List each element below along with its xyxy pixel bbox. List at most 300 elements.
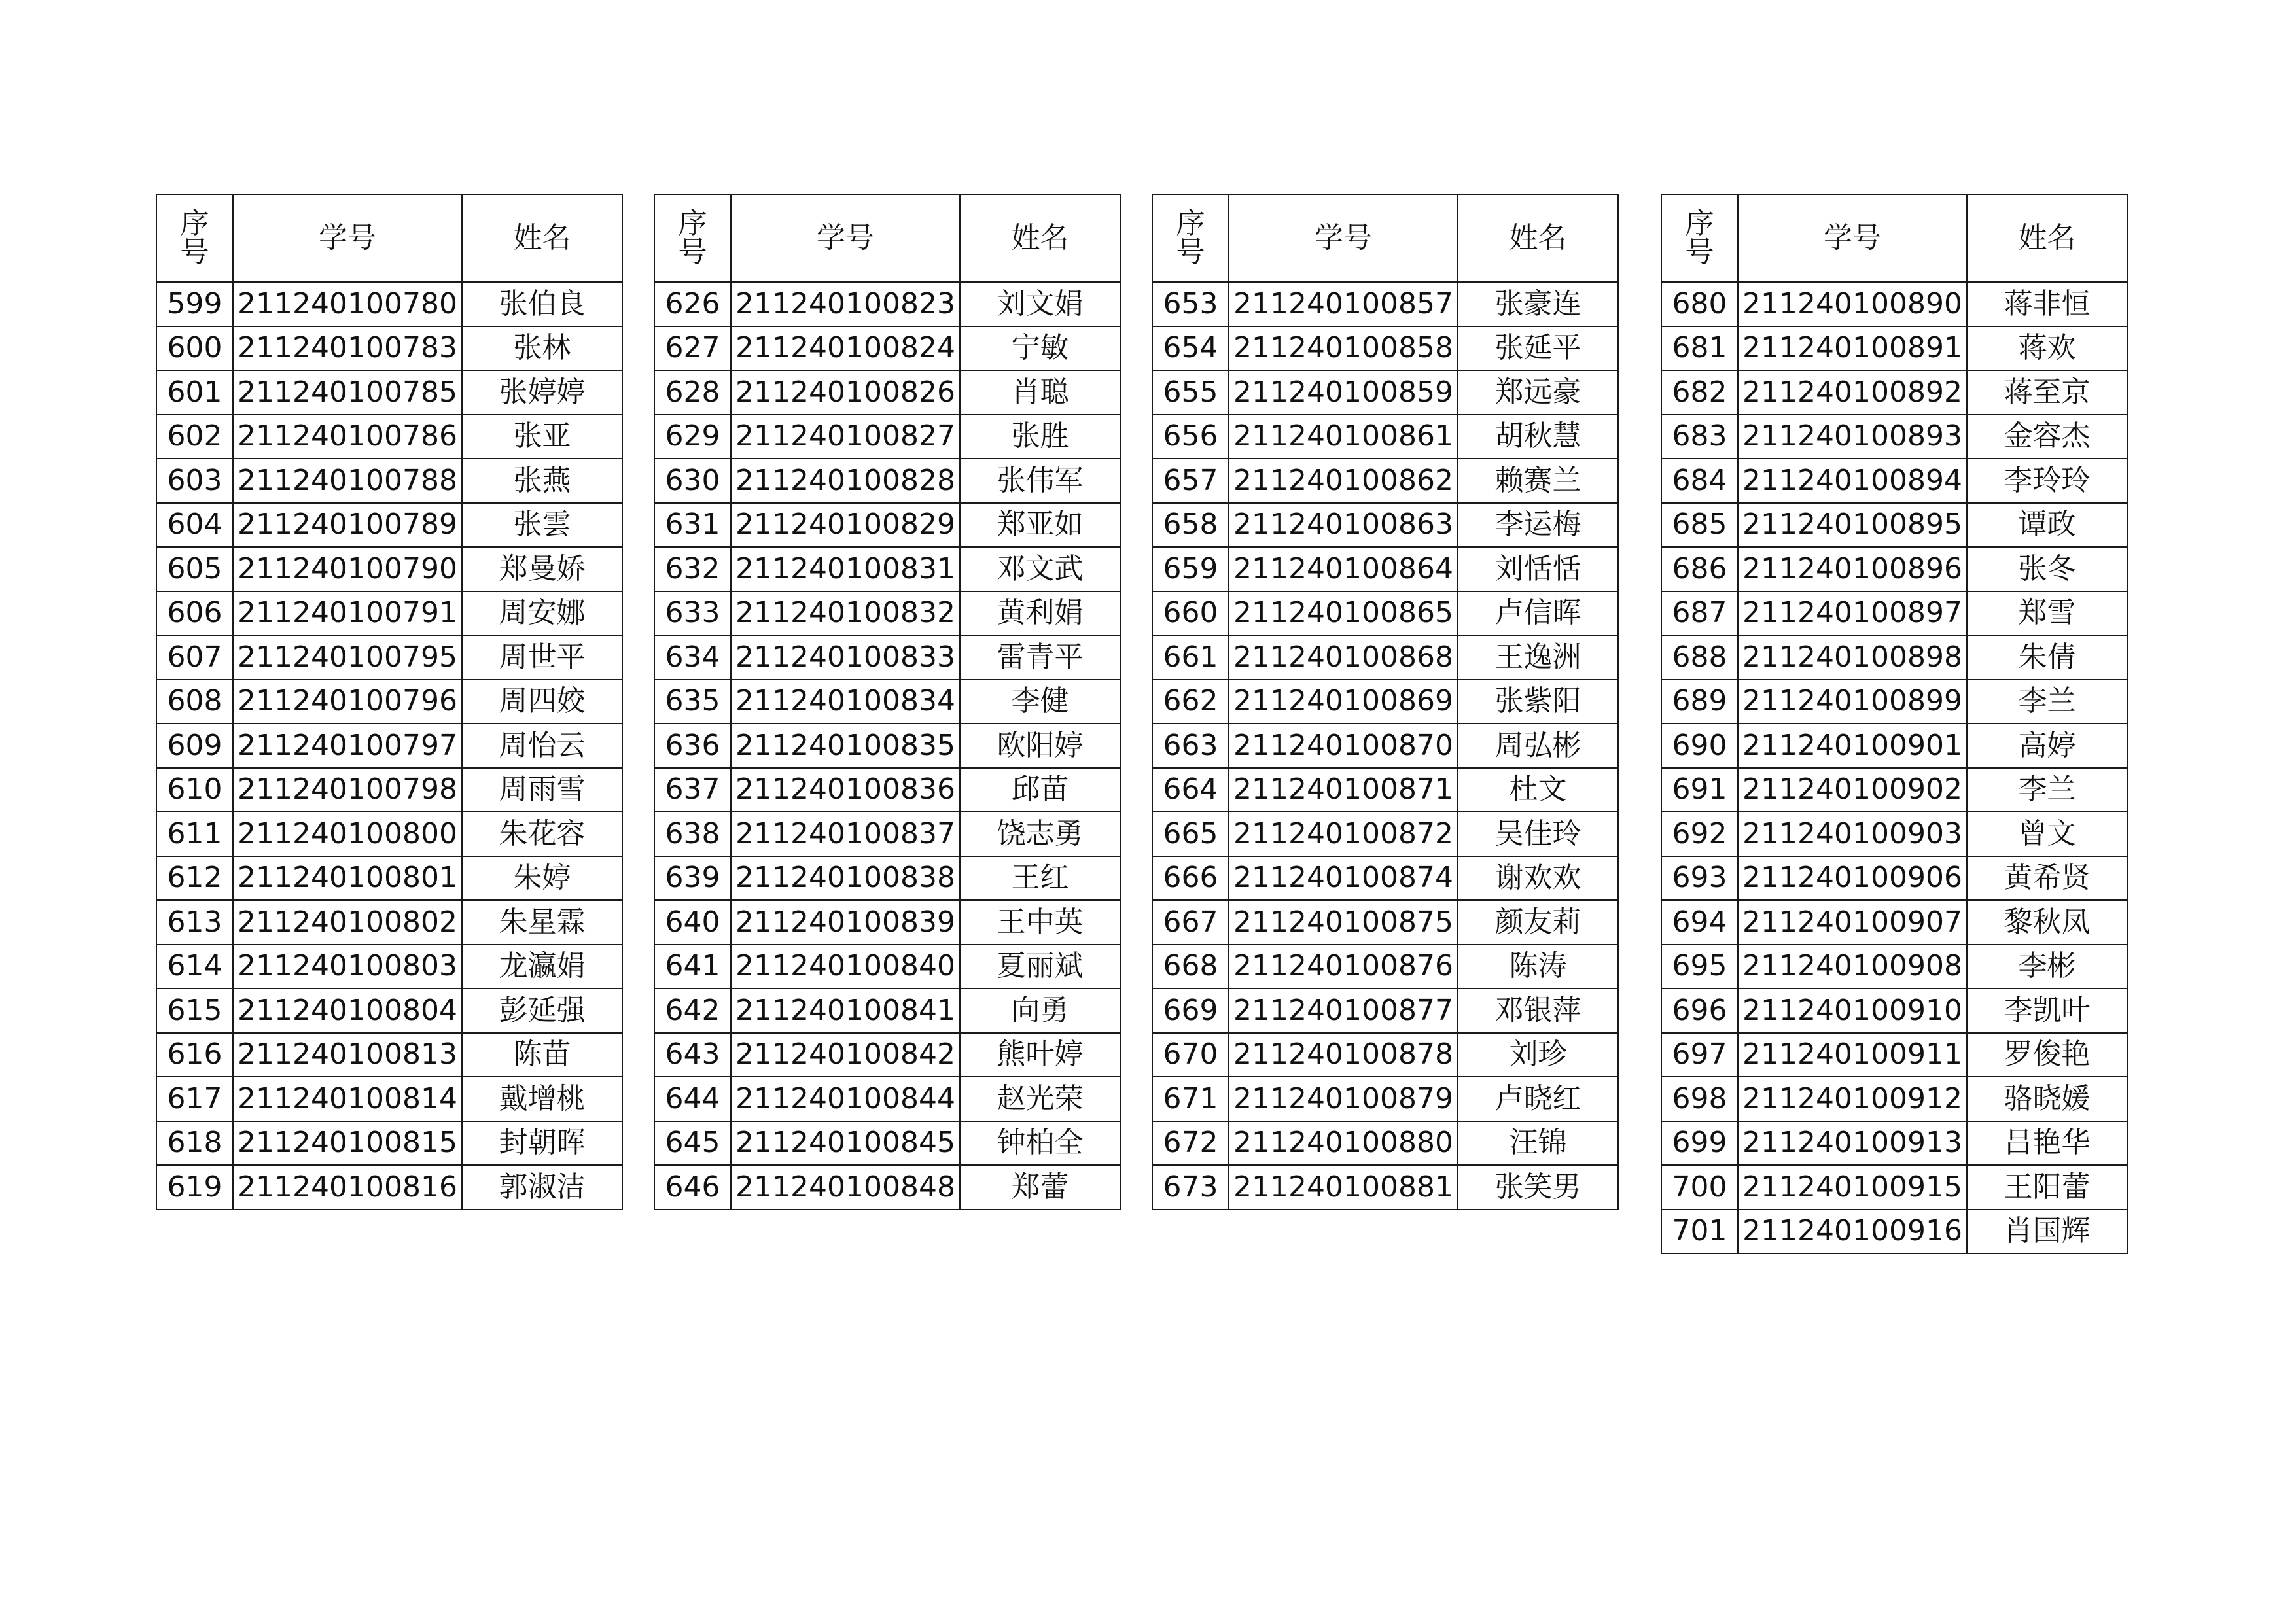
cell-seq: 610 [156,768,233,812]
cell-student-id: 211240100871 [1229,768,1458,812]
cell-seq: 672 [1152,1121,1229,1166]
table-row [654,503,1120,548]
cell-seq: 599 [156,282,233,326]
header-student-id: 学号 [233,194,462,282]
table-row [654,1077,1120,1121]
cell-name: 周怡云 [462,724,622,768]
table-row [1661,1165,2127,1210]
table-row [1152,900,1618,945]
table-row [654,282,1120,326]
header-seq: 序 号 [654,194,731,282]
cell-seq: 638 [654,812,731,856]
table-row [1152,680,1618,724]
cell-student-id: 211240100832 [731,591,960,636]
cell-seq: 600 [156,326,233,371]
cell-seq: 646 [654,1165,731,1210]
roster-table-2 [654,194,1121,1210]
cell-seq: 695 [1661,945,1738,989]
cell-name: 朱花容 [462,812,622,856]
cell-seq: 697 [1661,1033,1738,1077]
cell-name: 张婷婷 [462,370,622,415]
table-row [654,591,1120,636]
cell-seq: 603 [156,459,233,503]
cell-seq: 668 [1152,945,1229,989]
header-row [654,194,1120,282]
cell-student-id: 211240100902 [1738,768,1967,812]
cell-student-id: 211240100896 [1738,547,1967,591]
cell-name: 彭延强 [462,988,622,1033]
cell-name: 刘恬恬 [1458,547,1618,591]
table-row [1661,856,2127,901]
cell-student-id: 211240100788 [233,459,462,503]
table-row [1661,988,2127,1033]
cell-student-id: 211240100845 [731,1121,960,1166]
table-row [654,900,1120,945]
cell-name: 邓文武 [960,547,1120,591]
cell-name: 饶志勇 [960,812,1120,856]
cell-student-id: 211240100829 [731,503,960,548]
cell-seq: 663 [1152,724,1229,768]
cell-seq: 701 [1661,1210,1738,1254]
cell-seq: 692 [1661,812,1738,856]
cell-student-id: 211240100912 [1738,1077,1967,1121]
table-row [654,1033,1120,1077]
cell-student-id: 211240100826 [731,370,960,415]
cell-student-id: 211240100911 [1738,1033,1967,1077]
cell-seq: 608 [156,680,233,724]
table-row [654,768,1120,812]
table-row [654,988,1120,1033]
table-row [1661,547,2127,591]
table-row [1152,282,1618,326]
cell-name: 周雨雪 [462,768,622,812]
cell-seq: 618 [156,1121,233,1166]
cell-name: 向勇 [960,988,1120,1033]
cell-student-id: 211240100786 [233,415,462,459]
table-row [1152,326,1618,371]
roster-table-3 [1152,194,1619,1210]
cell-name: 卢晓红 [1458,1077,1618,1121]
table-row [1661,370,2127,415]
table-row [1152,503,1618,548]
roster-table-4 [1661,194,2128,1254]
table-row [1661,1077,2127,1121]
cell-name: 卢信晖 [1458,591,1618,636]
cell-student-id: 211240100842 [731,1033,960,1077]
header-student-id: 学号 [1229,194,1458,282]
cell-seq: 601 [156,370,233,415]
cell-seq: 626 [654,282,731,326]
cell-name: 郑远豪 [1458,370,1618,415]
cell-student-id: 211240100796 [233,680,462,724]
table-row [1152,1077,1618,1121]
cell-student-id: 211240100828 [731,459,960,503]
cell-name: 陈涛 [1458,945,1618,989]
cell-student-id: 211240100841 [731,988,960,1033]
roster-table-1 [156,194,623,1210]
table-row [1152,415,1618,459]
cell-name: 周弘彬 [1458,724,1618,768]
cell-student-id: 211240100835 [731,724,960,768]
cell-seq: 632 [654,547,731,591]
cell-student-id: 211240100804 [233,988,462,1033]
header-seq: 序 号 [1152,194,1229,282]
table-row [1661,415,2127,459]
cell-seq: 660 [1152,591,1229,636]
cell-name: 封朝晖 [462,1121,622,1166]
cell-seq: 616 [156,1033,233,1077]
cell-seq: 612 [156,856,233,901]
table-row [654,812,1120,856]
cell-name: 蒋非恒 [1967,282,2127,326]
cell-student-id: 211240100791 [233,591,462,636]
header-seq: 序 号 [1661,194,1738,282]
cell-name: 王逸洲 [1458,635,1618,680]
cell-name: 夏丽斌 [960,945,1120,989]
table-row [1661,900,2127,945]
table-row [654,370,1120,415]
cell-name: 吴佳玲 [1458,812,1618,856]
cell-student-id: 211240100813 [233,1033,462,1077]
cell-seq: 617 [156,1077,233,1121]
table-row [156,1165,622,1210]
cell-student-id: 211240100893 [1738,415,1967,459]
cell-name: 戴增桃 [462,1077,622,1121]
cell-seq: 644 [654,1077,731,1121]
cell-student-id: 211240100872 [1229,812,1458,856]
cell-seq: 687 [1661,591,1738,636]
cell-student-id: 211240100908 [1738,945,1967,989]
cell-name: 颜友莉 [1458,900,1618,945]
cell-seq: 615 [156,988,233,1033]
cell-seq: 694 [1661,900,1738,945]
cell-seq: 653 [1152,282,1229,326]
cell-name: 蒋欢 [1967,326,2127,371]
cell-student-id: 211240100907 [1738,900,1967,945]
cell-student-id: 211240100838 [731,856,960,901]
cell-seq: 671 [1152,1077,1229,1121]
table-row [156,326,622,371]
cell-student-id: 211240100795 [233,635,462,680]
cell-student-id: 211240100863 [1229,503,1458,548]
table-row [1152,1033,1618,1077]
cell-seq: 670 [1152,1033,1229,1077]
cell-name: 周世平 [462,635,622,680]
cell-seq: 639 [654,856,731,901]
header-student-id: 学号 [731,194,960,282]
cell-name: 朱婷 [462,856,622,901]
cell-student-id: 211240100901 [1738,724,1967,768]
cell-student-id: 211240100840 [731,945,960,989]
cell-student-id: 211240100892 [1738,370,1967,415]
table-row [156,547,622,591]
table-row [1661,591,2127,636]
cell-seq: 634 [654,635,731,680]
cell-student-id: 211240100823 [731,282,960,326]
cell-student-id: 211240100916 [1738,1210,1967,1254]
table-row [156,812,622,856]
cell-name: 罗俊艳 [1967,1033,2127,1077]
cell-student-id: 211240100798 [233,768,462,812]
cell-name: 张伯良 [462,282,622,326]
cell-seq: 659 [1152,547,1229,591]
cell-student-id: 211240100785 [233,370,462,415]
cell-name: 李彬 [1967,945,2127,989]
cell-student-id: 211240100836 [731,768,960,812]
header-student-id: 学号 [1738,194,1967,282]
cell-seq: 686 [1661,547,1738,591]
table-row [654,415,1120,459]
cell-seq: 662 [1152,680,1229,724]
cell-student-id: 211240100880 [1229,1121,1458,1166]
cell-name: 肖国辉 [1967,1210,2127,1254]
table-row [1152,591,1618,636]
cell-seq: 628 [654,370,731,415]
cell-seq: 619 [156,1165,233,1210]
cell-seq: 699 [1661,1121,1738,1166]
cell-name: 郑蕾 [960,1165,1120,1210]
cell-name: 赖赛兰 [1458,459,1618,503]
cell-name: 熊叶婷 [960,1033,1120,1077]
cell-student-id: 211240100815 [233,1121,462,1166]
cell-student-id: 211240100800 [233,812,462,856]
cell-name: 张冬 [1967,547,2127,591]
cell-name: 谢欢欢 [1458,856,1618,901]
cell-name: 黄利娟 [960,591,1120,636]
cell-student-id: 211240100876 [1229,945,1458,989]
header-row [156,194,622,282]
cell-seq: 614 [156,945,233,989]
table-row [1152,459,1618,503]
header-name: 姓名 [960,194,1120,282]
cell-seq: 640 [654,900,731,945]
cell-student-id: 211240100783 [233,326,462,371]
cell-student-id: 211240100891 [1738,326,1967,371]
cell-student-id: 211240100858 [1229,326,1458,371]
cell-student-id: 211240100803 [233,945,462,989]
cell-seq: 655 [1152,370,1229,415]
table-row [156,370,622,415]
cell-student-id: 211240100862 [1229,459,1458,503]
cell-name: 李运梅 [1458,503,1618,548]
table-row [654,680,1120,724]
cell-student-id: 211240100824 [731,326,960,371]
table-row [156,282,622,326]
table-row [654,945,1120,989]
cell-name: 吕艳华 [1967,1121,2127,1166]
cell-seq: 633 [654,591,731,636]
table-row [1152,547,1618,591]
cell-seq: 645 [654,1121,731,1166]
cell-student-id: 211240100831 [731,547,960,591]
cell-student-id: 211240100899 [1738,680,1967,724]
cell-seq: 685 [1661,503,1738,548]
cell-student-id: 211240100833 [731,635,960,680]
cell-name: 高婷 [1967,724,2127,768]
header-seq: 序 号 [156,194,233,282]
table-row [1661,1033,2127,1077]
cell-student-id: 211240100897 [1738,591,1967,636]
header-name: 姓名 [1458,194,1618,282]
cell-seq: 602 [156,415,233,459]
table-row [1152,812,1618,856]
cell-seq: 682 [1661,370,1738,415]
cell-seq: 607 [156,635,233,680]
table-row [156,1033,622,1077]
cell-name: 郑亚如 [960,503,1120,548]
cell-seq: 606 [156,591,233,636]
cell-student-id: 211240100834 [731,680,960,724]
table-row [1152,988,1618,1033]
cell-seq: 635 [654,680,731,724]
table-row [156,724,622,768]
cell-name: 邓银萍 [1458,988,1618,1033]
cell-name: 赵光荣 [960,1077,1120,1121]
cell-student-id: 211240100879 [1229,1077,1458,1121]
cell-name: 龙瀛娟 [462,945,622,989]
table-row [156,415,622,459]
cell-seq: 691 [1661,768,1738,812]
cell-seq: 654 [1152,326,1229,371]
cell-seq: 690 [1661,724,1738,768]
table-row [156,680,622,724]
cell-name: 张雲 [462,503,622,548]
cell-seq: 642 [654,988,731,1033]
table-row [654,856,1120,901]
cell-student-id: 211240100797 [233,724,462,768]
cell-student-id: 211240100857 [1229,282,1458,326]
cell-student-id: 211240100877 [1229,988,1458,1033]
cell-name: 李兰 [1967,768,2127,812]
cell-name: 张伟军 [960,459,1120,503]
cell-student-id: 211240100844 [731,1077,960,1121]
cell-seq: 657 [1152,459,1229,503]
cell-seq: 611 [156,812,233,856]
cell-seq: 643 [654,1033,731,1077]
table-row [156,856,622,901]
cell-student-id: 211240100848 [731,1165,960,1210]
cell-seq: 627 [654,326,731,371]
table-row [1661,680,2127,724]
table-row [1661,282,2127,326]
cell-student-id: 211240100839 [731,900,960,945]
table-row [1661,945,2127,989]
cell-student-id: 211240100890 [1738,282,1967,326]
cell-student-id: 211240100790 [233,547,462,591]
table-row [1661,768,2127,812]
cell-name: 张燕 [462,459,622,503]
table-row [156,1077,622,1121]
header-name: 姓名 [462,194,622,282]
cell-student-id: 211240100859 [1229,370,1458,415]
table-row [1661,503,2127,548]
cell-name: 黎秋凤 [1967,900,2127,945]
cell-name: 邱苗 [960,768,1120,812]
cell-student-id: 211240100827 [731,415,960,459]
cell-name: 张笑男 [1458,1165,1618,1210]
cell-student-id: 211240100875 [1229,900,1458,945]
cell-student-id: 211240100878 [1229,1033,1458,1077]
cell-name: 周安娜 [462,591,622,636]
cell-seq: 605 [156,547,233,591]
cell-student-id: 211240100895 [1738,503,1967,548]
header-name: 姓名 [1967,194,2127,282]
cell-name: 宁敏 [960,326,1120,371]
cell-seq: 656 [1152,415,1229,459]
table-row [156,945,622,989]
table-row [156,591,622,636]
cell-name: 雷青平 [960,635,1120,680]
cell-seq: 688 [1661,635,1738,680]
cell-seq: 698 [1661,1077,1738,1121]
cell-student-id: 211240100865 [1229,591,1458,636]
cell-name: 朱星霖 [462,900,622,945]
header-row [1661,194,2127,282]
cell-name: 欧阳婷 [960,724,1120,768]
cell-name: 张紫阳 [1458,680,1618,724]
cell-name: 刘珍 [1458,1033,1618,1077]
cell-name: 郑曼娇 [462,547,622,591]
table-row [654,1121,1120,1166]
cell-name: 陈苗 [462,1033,622,1077]
cell-name: 王中英 [960,900,1120,945]
table-row [1661,724,2127,768]
cell-seq: 631 [654,503,731,548]
cell-name: 肖聪 [960,370,1120,415]
cell-seq: 700 [1661,1165,1738,1210]
table-row [654,459,1120,503]
cell-name: 张胜 [960,415,1120,459]
cell-student-id: 211240100870 [1229,724,1458,768]
table-row [1661,1121,2127,1166]
cell-student-id: 211240100837 [731,812,960,856]
cell-seq: 689 [1661,680,1738,724]
cell-seq: 630 [654,459,731,503]
cell-name: 曾文 [1967,812,2127,856]
cell-student-id: 211240100868 [1229,635,1458,680]
table-row [1661,326,2127,371]
cell-seq: 658 [1152,503,1229,548]
table-row [1661,459,2127,503]
table-row [1152,370,1618,415]
cell-student-id: 211240100898 [1738,635,1967,680]
cell-name: 李凯叶 [1967,988,2127,1033]
table-row [1152,856,1618,901]
table-row [1152,1165,1618,1210]
table-row [654,326,1120,371]
cell-name: 杜文 [1458,768,1618,812]
cell-name: 王阳蕾 [1967,1165,2127,1210]
table-row [156,459,622,503]
table-row [156,1121,622,1166]
cell-name: 谭政 [1967,503,2127,548]
table-row [654,547,1120,591]
cell-student-id: 211240100915 [1738,1165,1967,1210]
cell-seq: 661 [1152,635,1229,680]
cell-name: 李兰 [1967,680,2127,724]
cell-seq: 609 [156,724,233,768]
table-row [654,635,1120,680]
cell-seq: 629 [654,415,731,459]
cell-student-id: 211240100789 [233,503,462,548]
cell-name: 胡秋慧 [1458,415,1618,459]
cell-name: 蒋至京 [1967,370,2127,415]
cell-student-id: 211240100814 [233,1077,462,1121]
table-row [1661,1210,2127,1254]
cell-seq: 636 [654,724,731,768]
cell-seq: 666 [1152,856,1229,901]
cell-student-id: 211240100894 [1738,459,1967,503]
